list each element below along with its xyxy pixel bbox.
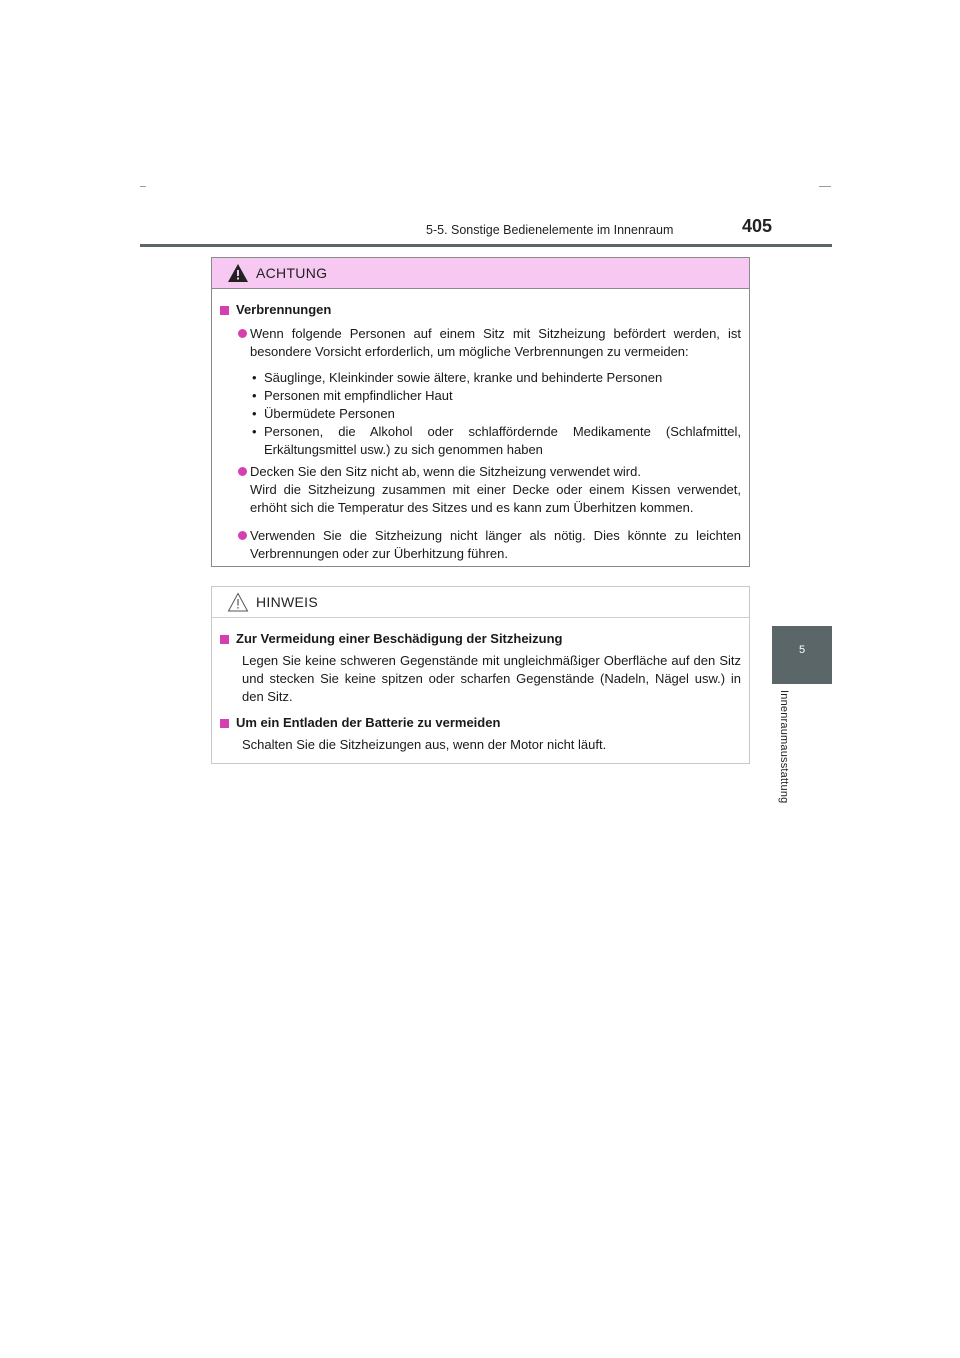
- list-item-text: Wenn folgende Personen auf einem Sitz mit Sitzheizung befördert werden, ist besondere Vorsicht erforderlich, um mögliche Verbrennungen zu vermeiden:: [250, 326, 741, 359]
- section-heading-text: Verbrennungen: [236, 302, 332, 317]
- crop-mark-left: [140, 186, 146, 187]
- chapter-label: Innenraumausstattung: [778, 690, 790, 804]
- chapter-tab: [772, 626, 832, 684]
- crop-mark-right: [819, 186, 831, 187]
- achtung-content: [212, 289, 749, 563]
- round-bullet-icon: [238, 531, 247, 540]
- square-bullet-icon: [220, 306, 229, 315]
- chapter-number: 5: [798, 644, 806, 656]
- caution-outline-icon: [227, 592, 249, 612]
- page-number: 405: [742, 216, 773, 236]
- person-list-item: • Personen, die Alkohol oder schlaffördernde Medikamente (Schlafmittel, Erkältungsmittel usw.) zu sich genommen haben: [250, 423, 741, 459]
- round-bullet-icon: [238, 329, 247, 338]
- section-heading: [220, 714, 741, 732]
- person-list: [250, 369, 741, 459]
- hinweis-header: [212, 587, 749, 618]
- warning-icon: [227, 263, 249, 283]
- square-bullet-icon: [220, 719, 229, 728]
- list-item-text: Decken Sie den Sitz nicht ab, wenn die Sitzheizung verwendet wird.: [250, 464, 641, 479]
- person-list-item: • Personen mit empfindlicher Haut: [250, 387, 741, 405]
- square-bullet-icon: [220, 635, 229, 644]
- section-heading: [220, 301, 741, 319]
- hinweis-title: HINWEIS: [256, 594, 318, 610]
- list-item-text: Wird die Sitzheizung zusammen mit einer Decke oder einem Kissen verwendet, erhöht sich die Temperatur des Sitzes und es kann zum Überhitzen kommen.: [250, 482, 741, 515]
- spacer: [220, 706, 741, 714]
- list-item-text: Verwenden Sie die Sitzheizung nicht länger als nötig. Dies könnte zu leichten Verbrennungen oder zur Überhitzung führen.: [250, 528, 741, 561]
- achtung-title: ACHTUNG: [256, 265, 328, 281]
- person-list-item: • Übermüdete Personen: [250, 405, 741, 423]
- section-text: Schalten Sie die Sitzheizungen aus, wenn der Motor nicht läuft.: [242, 737, 607, 752]
- list-item: [220, 463, 741, 517]
- header-rule: [140, 244, 832, 247]
- round-bullet-icon: [238, 467, 247, 476]
- section-heading-text: Um ein Entladen der Batterie zu vermeiden: [236, 715, 501, 730]
- section-heading: [220, 630, 741, 648]
- hinweis-box: [211, 586, 750, 764]
- list-item: [220, 325, 741, 459]
- achtung-header: [212, 258, 749, 289]
- list-item: [220, 527, 741, 563]
- section-header: 5-5. Sonstige Bedienelemente im Innenraum: [426, 223, 674, 237]
- achtung-box: [211, 257, 750, 567]
- section-text: Legen Sie keine schweren Gegenstände mit ungleichmäßiger Oberfläche auf den Sitz und stecken Sie keine spitzen oder scharfen Gegenstände (Nadeln, Nägel usw.) in den Sitz.: [242, 653, 741, 704]
- section-heading-text: Zur Vermeidung einer Beschädigung der Sitzheizung: [236, 631, 563, 646]
- person-list-item: • Säuglinge, Kleinkinder sowie ältere, kranke und behinderte Personen: [250, 369, 741, 387]
- hinweis-content: [212, 618, 749, 754]
